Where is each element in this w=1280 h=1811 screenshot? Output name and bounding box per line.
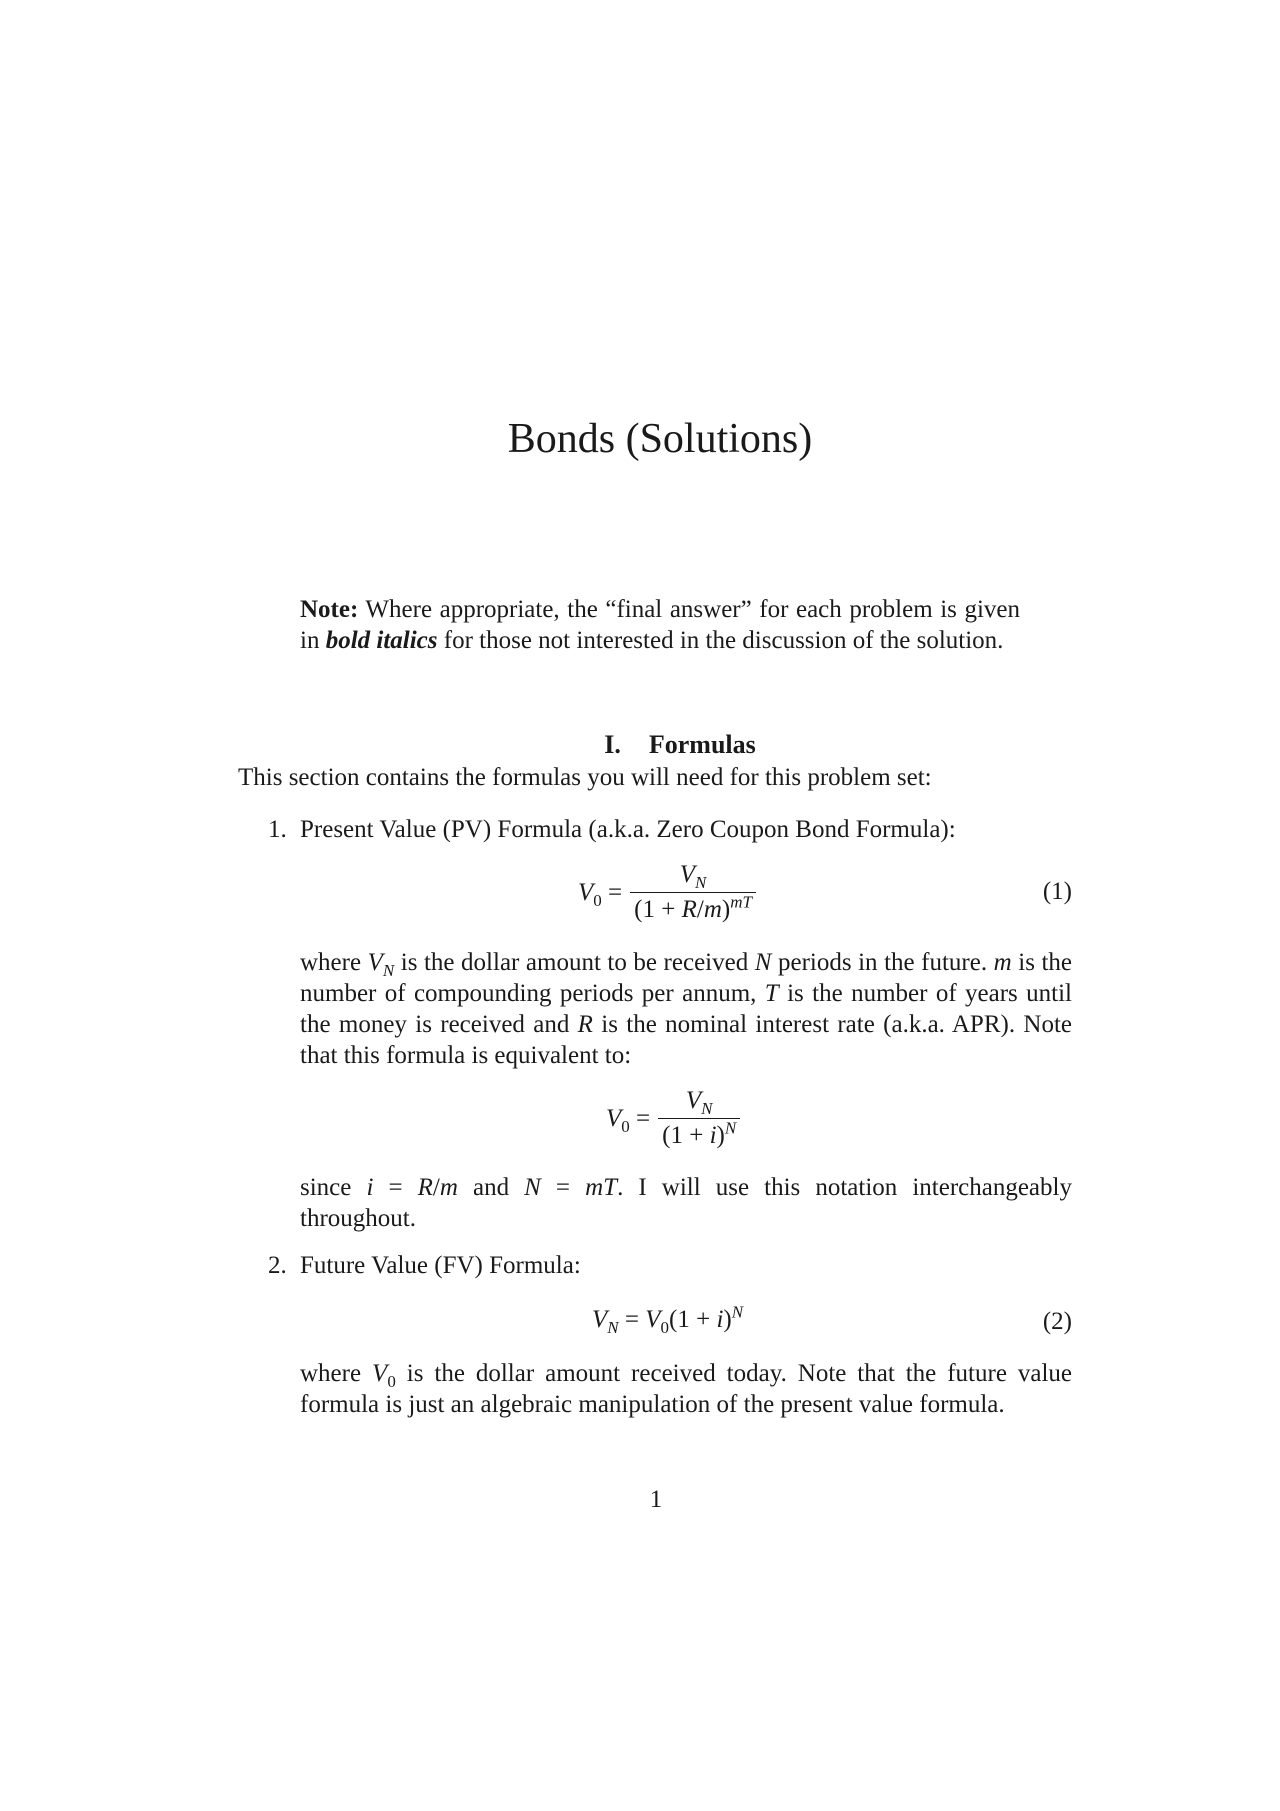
item-1-explanation: where $V_N$ is the dollar amount to be received N periods in the future. m is the number of compounding periods per annum, T is the number of years until the money is received and R is the nominal interest rate (a.k.a. APR). Note that this formula is equivalent to: bbox=[300, 949, 1073, 1069]
equation-1 bbox=[300, 860, 1072, 930]
explanation-1-text-b: is the dollar amount to be received bbox=[394, 949, 755, 976]
section-number: I. bbox=[604, 730, 621, 759]
explanation-1-text-c: periods in the future. bbox=[771, 949, 994, 976]
equation-1-alt-fraction: $\frac{V_N}{(1 + i)^N}$ bbox=[658, 1086, 740, 1151]
section-intro: This section contains the formulas you will need for this problem set: bbox=[238, 764, 932, 791]
note-text-before: Where appropriate, the “final answer” for each problem is given in bbox=[300, 596, 1020, 654]
equation-1-body: $V_0$ = $\frac{V_N}{(1 + R/m)^{mT}}$ bbox=[578, 860, 756, 925]
since-text-b: and bbox=[457, 1174, 525, 1201]
note-text-after: for those not interested in the discussion of the solution. bbox=[437, 627, 1004, 654]
explanation-2-text-a: where bbox=[300, 1360, 373, 1387]
since-text-a: since bbox=[300, 1174, 367, 1201]
explanation-2-text-b: is the dollar amount received today. Note that the future value formula is just an algebraic manipulation of the present value formula. bbox=[300, 1360, 1072, 1418]
note-label: Note: bbox=[300, 596, 359, 623]
note-paragraph bbox=[300, 594, 1020, 656]
item-1-since: since i = R/m and N = mT. I will use this notation interchangeably throughout. bbox=[300, 1174, 1072, 1232]
list-number-1: 1. bbox=[268, 816, 287, 843]
equation-2-number: (2) bbox=[1042, 1308, 1072, 1335]
item-2-heading: Future Value (FV) Formula: bbox=[300, 1252, 581, 1279]
equation-1-fraction: $\frac{V_N}{(1 + R/m)^{mT}}$ bbox=[630, 860, 756, 925]
section-title: Formulas bbox=[648, 730, 756, 759]
item-2-explanation: where $V_0$ is the dollar amount received today. Note that the future value formula is just an algebraic manipulation of the present value formula. bbox=[300, 1360, 1072, 1418]
item-1-heading: Present Value (PV) Formula (a.k.a. Zero Coupon Bond Formula): bbox=[300, 816, 956, 843]
note-emphasis: bold italics bbox=[325, 627, 438, 654]
list-number-2: 2. bbox=[268, 1252, 287, 1279]
equation-1-alt-body: $V_0$ = $\frac{V_N}{(1 + i)^N}$ bbox=[606, 1086, 740, 1151]
explanation-1-text-a: where bbox=[300, 949, 368, 976]
equation-2-body: $V_N = V_0(1 + i)^N$ bbox=[592, 1302, 744, 1337]
explanation-1-text-f: is the nominal interest rate (a.k.a. APR). Note that this formula is equivalent to: bbox=[300, 1011, 1072, 1069]
explanation-1-text-e: is the number of years until the money is received and bbox=[300, 980, 1072, 1038]
page-number: 1 bbox=[649, 1486, 663, 1513]
equation-1-alt bbox=[300, 1086, 1072, 1156]
explanation-1-text-d: is the number of compounding periods per annum, bbox=[300, 949, 1073, 1007]
equation-1-number: (1) bbox=[1042, 878, 1072, 905]
since-text-c: . I will use this notation interchangeably throughout. bbox=[300, 1174, 1072, 1232]
document-title: Bonds (Solutions) bbox=[507, 416, 813, 462]
section-heading bbox=[0, 728, 1280, 762]
